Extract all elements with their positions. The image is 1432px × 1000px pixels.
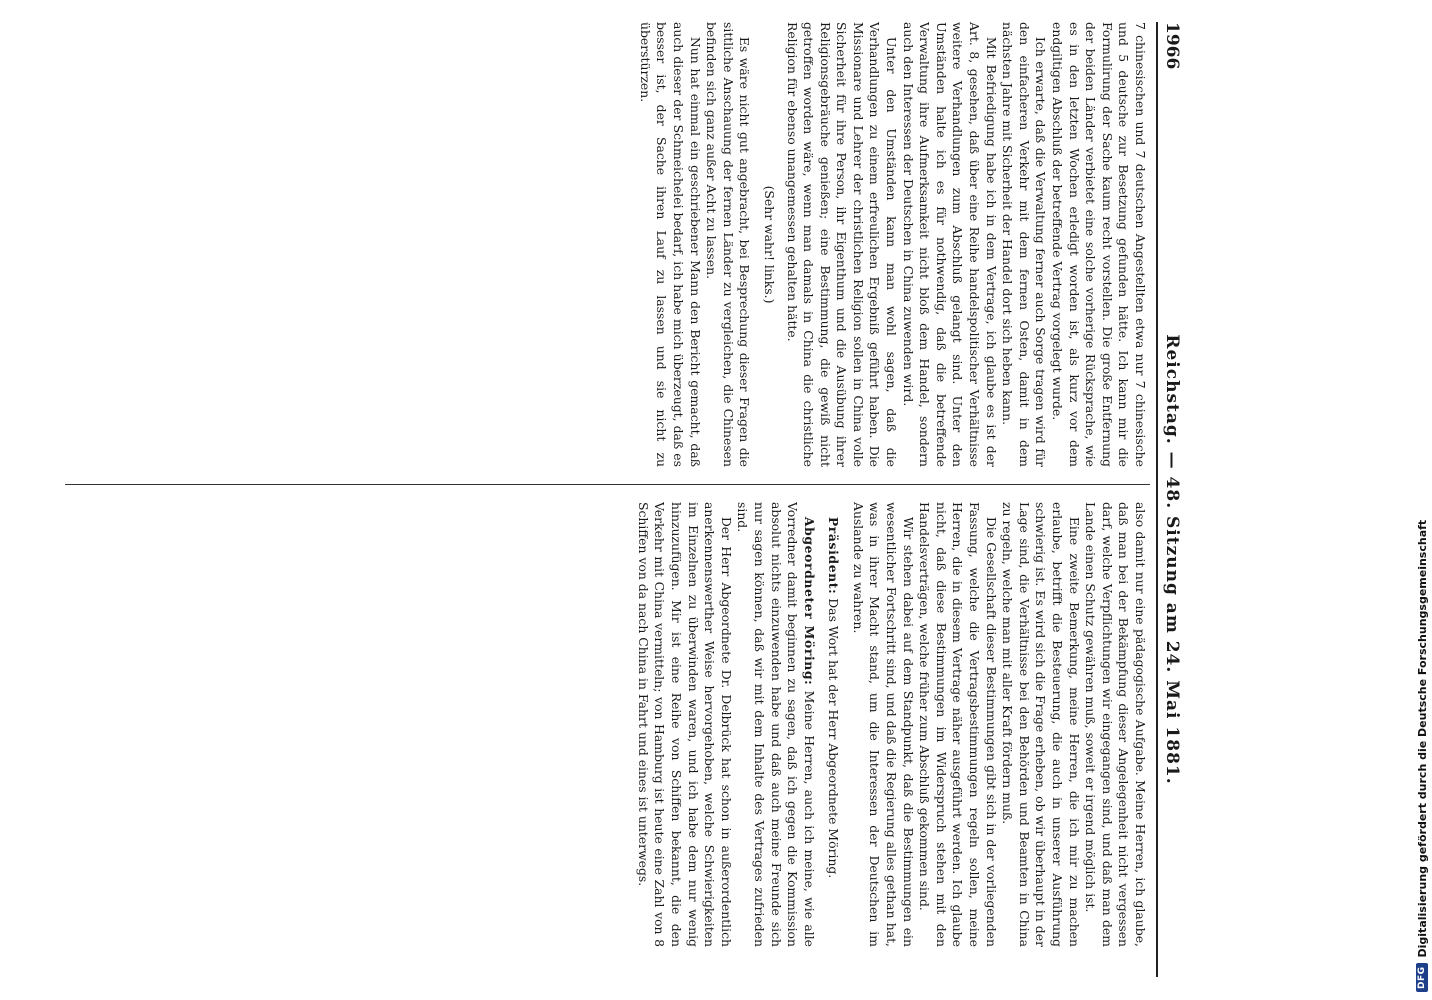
statement-text: Das Wort hat der Herr Abgeordnete Möring. — [826, 598, 842, 879]
credit-text: Digitalisierung gefördert durch die Deutsche Forschungsgemeinschaft — [1415, 519, 1429, 958]
paragraph: also damit nur eine pädagogische Aufgabe. Meine Herren, ich glaube, daß man bei der Bekämpfung dieser Angelegenheit nicht vergessen darf, welche Verpflichtungen wir eingegangen sind, und daß man dem Lande einen Schutz gewähren muß, soweit er irgend möglich ist. — [1083, 502, 1148, 947]
speech-opening — [734, 502, 817, 947]
dfg-logo-icon: DFG — [1416, 963, 1428, 992]
interjection: (Sehr wahr! links.) — [761, 185, 777, 304]
right-column — [63, 502, 1148, 947]
paragraph: 7 chinesischen und 7 deutschen Angestellten etwa nur 7 chinesische und 5 deutsche zur Besetzung gefunden hätte. Ich kann mir die Formulirung der Sache kaum recht vorstellen. Die große Entfernung der beiden Länder verbietet eine solche vorherige Rücksprache, wie es in den letzten Wochen erledigt worden ist, als kurz vor dem endgiltigen Abschluß der betreffende Vertrag vorgelegt wurde. — [1050, 22, 1148, 467]
paragraph: Unter den Umständen kann man wohl sagen, daß die Verhandlungen zu einem erfreulichen Ergebniß geführt haben. Die Missionare und Lehrer der christlichen Religion sollen in China volle Sicherheit für ihre Person, ihr Eigenthum und die Ausübung ihrer Religionsgebräuche genießen; eine Bestimmung, die gewiß nicht getroffen worden wäre, wenn man damals in China die christliche Religion für ebenso unangemessen gehalten hätte. — [784, 22, 900, 467]
speaker-name: Präsident: — [826, 516, 842, 595]
paragraph: Mit Befriedigung habe ich in dem Vertrage, ich glaube es ist der Art. 8, gesehen, daß über eine Reihe handelspolitischer Verhältnisse weitere Verhandlungen zum Abschluß gelangt sind. Unter den Umständen halte ich es für nothwendig, daß die betreffende Verwaltung ihre Aufmerksamkeit nicht bloß dem Handel, sondern auch den Interessen der Deutschen in China zuwenden wird. — [900, 22, 999, 467]
header-rule — [1156, 22, 1158, 977]
page-number: 1966 — [1162, 22, 1182, 70]
running-title: Reichstag. — 48. Sitzung am 24. Mai 1881. — [1162, 334, 1182, 785]
paragraph: Wir stehen dabei auf dem Standpunkt, daß die Bestimmungen ein wesentlicher Fortschritt sind, und daß die Regierung alles gethan hat, was in ihrer Macht stand, um die Interessen der Deutschen im Auslande zu wahren. — [850, 502, 916, 947]
paragraph: Ich erwarte, daß die Verwaltung ferner auch Sorge tragen wird für den einfacheren Verkehr mit dem fernen Osten, damit in dem nächsten Jahre mit Sicherheit der Handel dort sich heben kann. — [1000, 22, 1049, 467]
paragraph: Eine zweite Bemerkung, meine Herren, die ich mir zu machen erlaube, betrifft die Besteuerung, die auch in unserer Ausführung schwierig ist. Es wird sich die Frage erheben, ob wir überhaupt in der Lage sind, die Verhältnisse bei den Behörden und Beamten in China zu regeln, welche man mit aller Kraft fördern muß. — [1000, 502, 1082, 947]
paragraph: Es wäre nicht gut angebracht, bei Besprechung dieser Fragen die sittliche Anschauung der fernen Länder zu vergleichen, die Chinesen befinden sich ganz außer Acht zu lassen. — [704, 22, 753, 467]
speech-text: Meine Herren, auch ich meine, wie alle Vorredner damit beginnen zu sagen, daß ich gegen die Kommission absolut nichts einzuwenden habe und daß auch meine Freunde sich nur sagen können, daß wir mit dem Inhalte des Vertrages zufrieden sind. — [735, 502, 817, 947]
paragraph: Der Herr Abgeordnete Dr. Delbrück hat schon in außerordentlich anerkennenswerther Weise hervorgehoben, welche Schwierigkeiten im Einzelnen zu überwinden waren, und ich habe dem nur wenig hinzuzufügen. Mir ist eine Reihe von Schiffen bekannt, die den Verkehr mit China vermitteln; von Hamburg ist heute eine Zahl von 8 Schiffen von da nach China in Fahrt und eines ist unterwegs. — [635, 502, 734, 947]
left-column — [63, 22, 1148, 467]
speaker-name: Abgeordneter Möring: — [801, 516, 817, 686]
column-divider — [65, 484, 1150, 485]
scanned-page — [58, 22, 1188, 977]
president-statement — [825, 502, 842, 947]
page-header — [1162, 22, 1188, 977]
digitization-credit — [1413, 112, 1431, 992]
paragraph: Die Gesellschaft dieser Bestimmungen gibt sich in der vorliegenden Fassung, welche die Vertragsbestimmungen regeln sollen, meine Herren, die in diesem Vertrage näher ausgeführt werden. Ich glaube nicht, daß diese Bestimmungen im Widerspruch stehen mit den Handelsverträgen, welche früher zum Abschluß gekommen sind. — [917, 502, 999, 947]
paragraph: Nun hat einmal ein geschriebener Mann den Bericht gemacht, daß auch dieser der Schmeichelei bedarf, ich habe mich überzeugt, daß es besser ist, der Sache ihren Lauf zu lassen und sie nicht zu überstürzen. — [637, 22, 703, 467]
